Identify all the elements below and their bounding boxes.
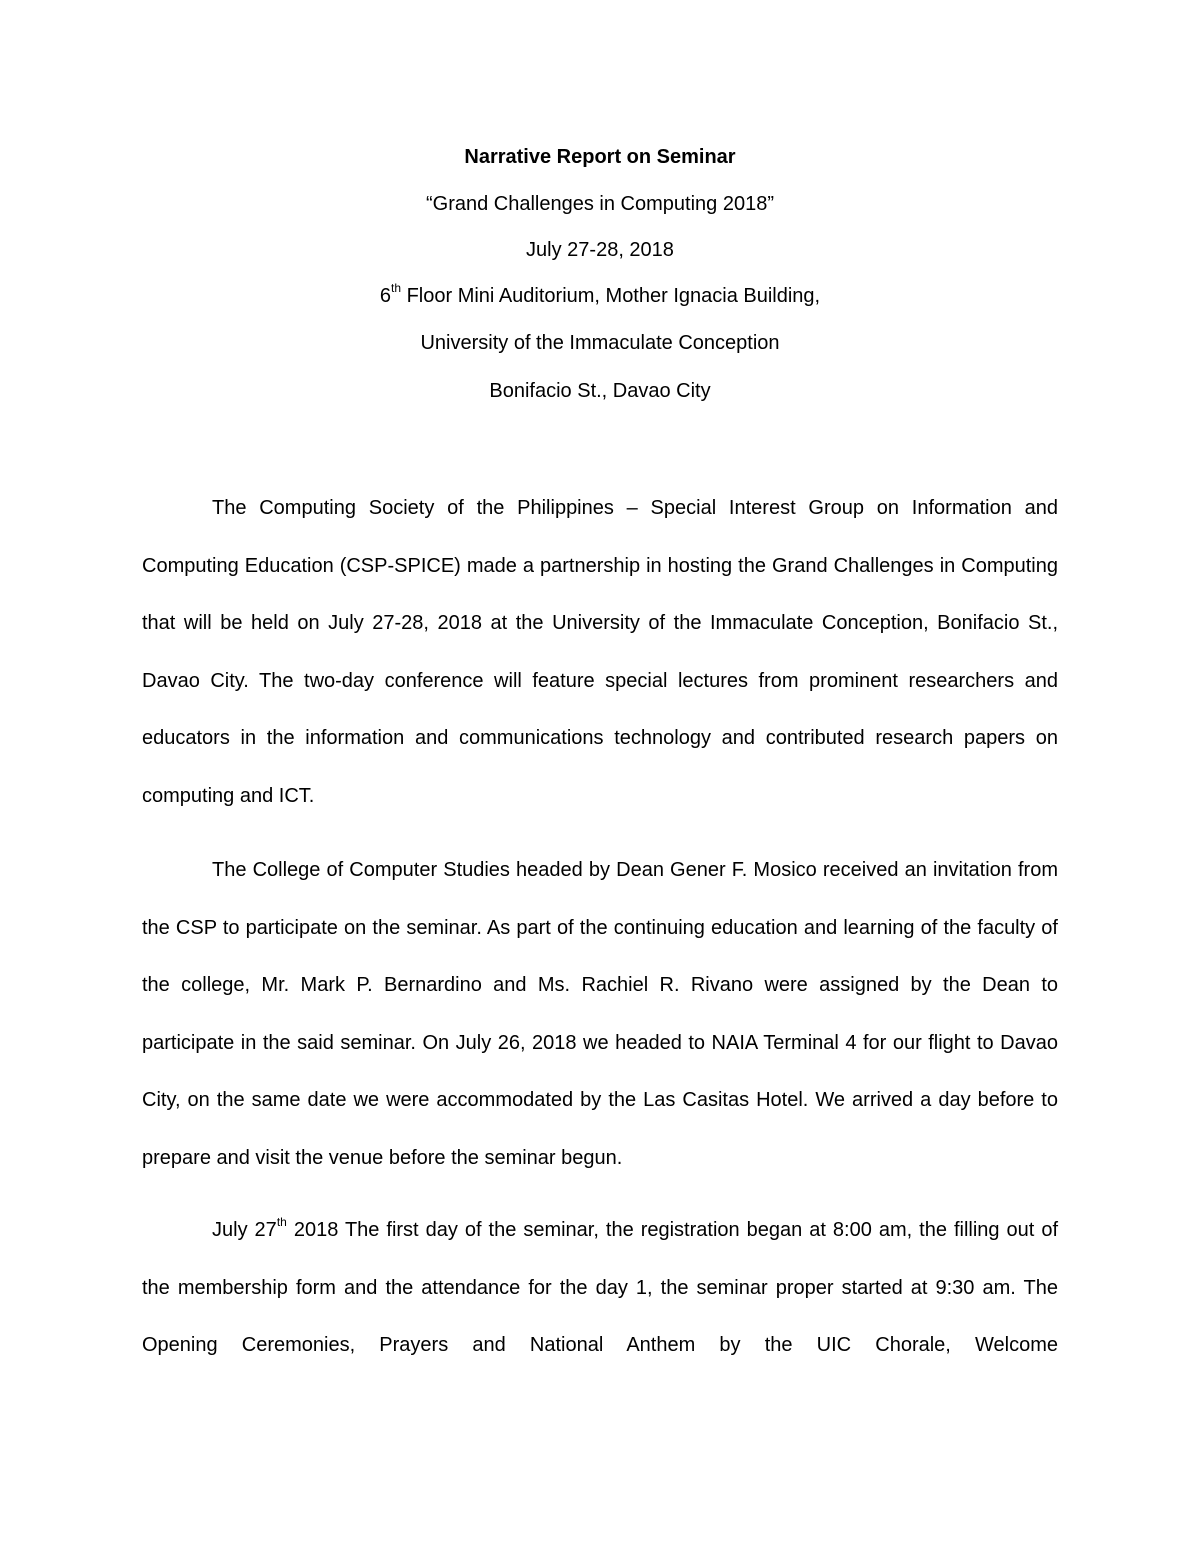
paragraph-1-text: The Computing Society of the Philippines – Special Interest Group on Information and Computing Education (CSP-SPICE) made a partnership in hosting the Grand Challenges in Computing that will be held on July 27-28, 2018 at the University of the Immaculate Conception, Bonifacio St., Davao City. The two-day conference will feature special lectures from prominent researchers and educators in the information and communications technology and contributed research papers on computing and ICT. bbox=[142, 497, 1058, 807]
venue-description: Floor Mini Auditorium, Mother Ignacia Building, bbox=[401, 285, 821, 307]
event-dates: July 27-28, 2018 bbox=[526, 239, 674, 261]
paragraph-2 bbox=[142, 842, 1058, 1187]
event-address: Bonifacio St., Davao City bbox=[489, 380, 711, 402]
report-title: Narrative Report on Seminar bbox=[464, 146, 736, 168]
paragraph-1 bbox=[142, 480, 1058, 825]
venue-floor-number: 6 bbox=[379, 285, 391, 307]
paragraph-3-body: 2018 The first day of the seminar, the registration began at 8:00 am, the filling out of the membership form and the attendance for the day 1, the seminar proper started at 9:30 am. The Opening Ceremonies, Prayers and National Anthem by the UIC Chorale, Welcome bbox=[142, 1219, 1058, 1356]
event-university: University of the Immaculate Conception bbox=[420, 332, 780, 354]
paragraph-3 bbox=[142, 1202, 1058, 1375]
venue-floor-suffix: th bbox=[391, 281, 402, 296]
paragraph-3-text bbox=[142, 1202, 1058, 1375]
event-name: “Grand Challenges in Computing 2018” bbox=[426, 193, 774, 215]
paragraph-2-text: The College of Computer Studies headed by Dean Gener F. Mosico received an invitation from the CSP to participate on the seminar. As part of the continuing education and learning of the faculty of the college, Mr. Mark P. Bernardino and Ms. Rachiel R. Rivano were assigned by the Dean to participate in the said seminar. On July 26, 2018 we headed to NAIA Terminal 4 for our flight to Davao City, on the same date we were accommodated by the Las Casitas Hotel. We arrived a day before to prepare and visit the venue before the seminar begun. bbox=[142, 859, 1058, 1169]
paragraph-3-date: July 27 bbox=[212, 1219, 277, 1241]
event-venue bbox=[0, 281, 1200, 308]
paragraph-3-date-suffix: th bbox=[276, 1215, 287, 1230]
